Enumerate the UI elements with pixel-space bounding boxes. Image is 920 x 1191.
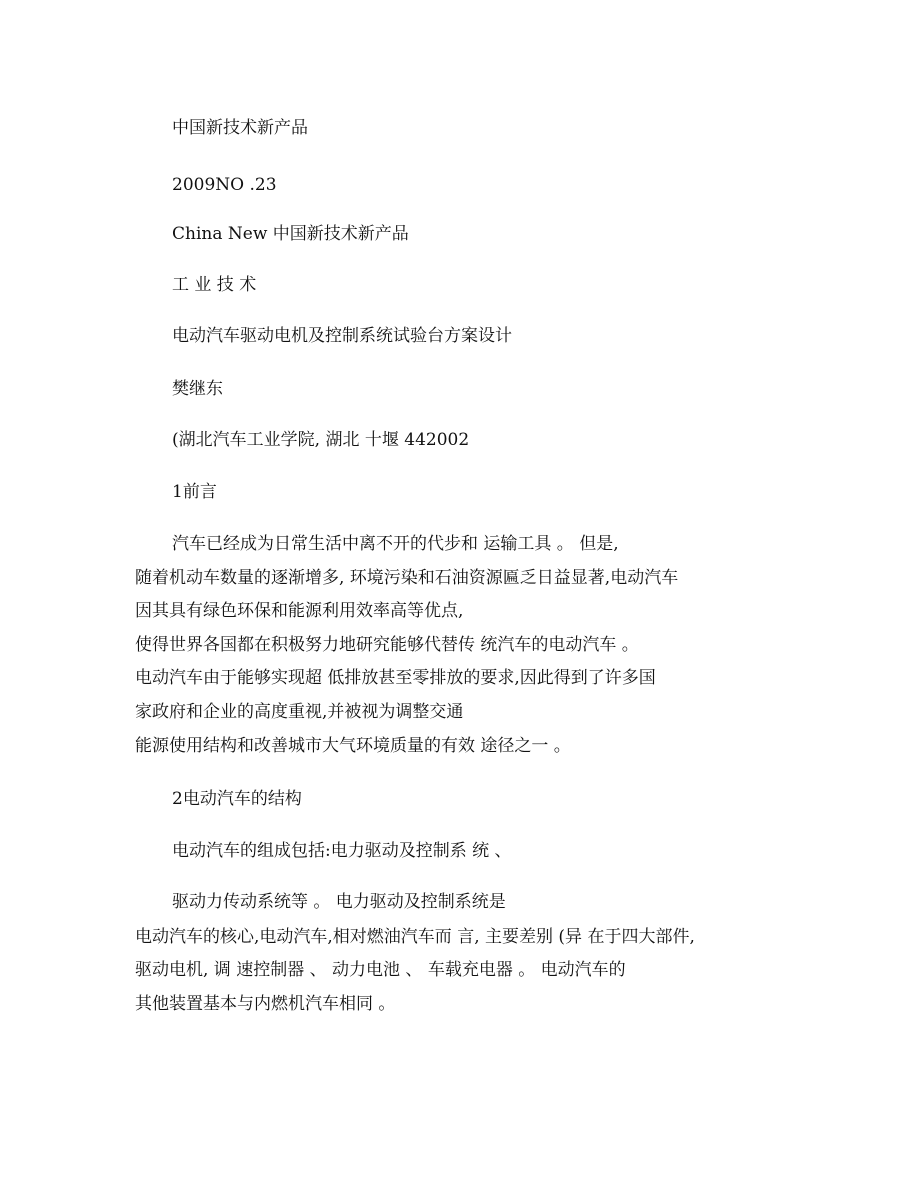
journal-name-english: China New 中国新技术新产品 xyxy=(172,224,409,244)
paragraph-line: 电动汽车由于能够实现超 低排放甚至零排放的要求,因此得到了许多国 xyxy=(135,668,656,688)
issue-number: 2009NO .23 xyxy=(172,175,277,195)
author-affiliation: (湖北汽车工业学院, 湖北 十堰 442002 xyxy=(172,430,470,450)
paragraph-line: 随着机动车数量的逐渐增多, 环境污染和石油资源匾乏日益显著,电动汽车 xyxy=(135,568,679,588)
paragraph-line: 驱动力传动系统等 。 电力驱动及控制系统是 xyxy=(172,892,506,912)
paragraph-line: 使得世界各国都在积极努力地研究能够代替传 统汽车的电动汽车 。 xyxy=(135,635,639,655)
section-heading-1: 1前言 xyxy=(172,482,217,502)
paragraph-line: 驱动电机, 调 速控制器 、 动力电池 、 车载充电器 。 电动汽车的 xyxy=(135,960,626,980)
journal-name: 中国新技术新产品 xyxy=(172,118,308,138)
paragraph-line: 电动汽车的组成包括:电力驱动及控制系 统 、 xyxy=(172,841,512,861)
paragraph-line: 因其具有绿色环保和能源利用效率高等优点, xyxy=(135,601,464,621)
author-name: 樊继东 xyxy=(172,379,223,399)
paragraph-line: 电动汽车的核心,电动汽车,相对燃油汽车而 言, 主要差别 (异 在于四大部件, xyxy=(135,927,695,947)
paragraph-line: 其他装置基本与内燃机汽车相同 。 xyxy=(135,994,396,1014)
paragraph-line: 能源使用结构和改善城市大气环境质量的有效 途径之一 。 xyxy=(135,736,571,756)
paragraph-line: 家政府和企业的高度重视,并被视为调整交通 xyxy=(135,702,464,722)
column-label: 工 业 技 术 xyxy=(172,275,257,295)
paragraph-line: 汽车已经成为日常生活中离不开的代步和 运输工具 。 但是, xyxy=(172,534,619,554)
article-title: 电动汽车驱动电机及控制系统试验台方案设计 xyxy=(172,326,512,346)
section-heading-2: 2电动汽车的结构 xyxy=(172,789,302,809)
